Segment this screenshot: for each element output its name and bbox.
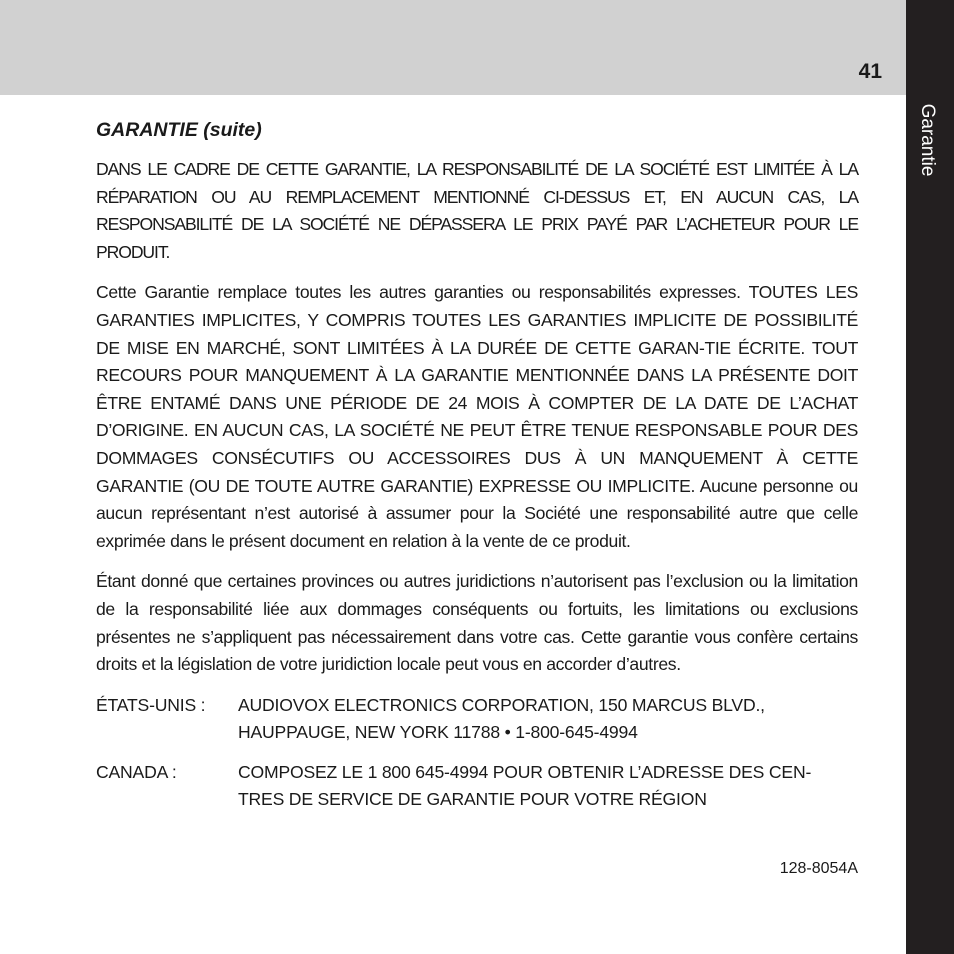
section-title: GARANTIE (suite) — [96, 119, 262, 141]
contact-line: TRES DE SERVICE DE GARANTIE POUR VOTRE RÉGION — [238, 789, 707, 810]
document-code: 128-8054A — [779, 860, 858, 877]
contact-label-usa: ÉTATS-UNIS : — [96, 694, 206, 715]
header-band — [0, 0, 906, 95]
contact-label-canada: CANADA : — [96, 761, 177, 782]
side-tab-label: Garantie — [917, 103, 938, 177]
warranty-content — [96, 116, 858, 826]
contact-row-usa — [96, 692, 858, 747]
contact-address-canada — [238, 759, 858, 814]
implied-warranty-paragraph: Cette Garantie remplace toutes les autres garanties ou responsabilités expresses. TOUTES LES GARANTIES IMPLICITES, Y COMPRIS TOUTES LES GARANTIES IMPLICITE DE POSSIBILITÉ DE MISE EN MARCHÉ, SONT LIMITÉES À LA DURÉE DE CETTE GARAN-TIE ÉCRITE. TOUT RECOURS POUR MANQUEMENT À LA GARANTIE MENTIONNÉE DANS LA PRÉSENTE DOIT ÊTRE ENTAMÉ DANS UNE PÉRIODE DE 24 MOIS À COMPTER DE LA DATE DE L’ACHAT D’ORIGINE. EN AUCUN CAS, LA SOCIÉTÉ NE PEUT ÊTRE TENUE RESPONSABLE POUR DES DOMMAGES CONSÉCUTIFS OU ACCESSOIRES DUS À UN MANQUEMENT À CETTE GARANTIE (OU DE TOUTE AUTRE GARANTIE) EXPRESSE OU IMPLICITE. Aucune personne ou aucun représentant n’est autorisé à assumer pour la Société une responsabilité autre que celle exprimée dans le présent document en relation à la vente de ce produit. — [96, 282, 858, 551]
contact-line: AUDIOVOX ELECTRONICS CORPORATION, 150 MARCUS BLVD., — [238, 694, 765, 715]
contact-line: COMPOSEZ LE 1 800 645-4994 POUR OBTENIR L’ADRESSE DES CEN- — [238, 761, 812, 782]
page-number: 41 — [858, 60, 882, 83]
contact-address-usa — [238, 692, 858, 747]
contact-line: HAUPPAUGE, NEW YORK 11788 • 1-800-645-4994 — [238, 722, 638, 743]
contact-row-canada — [96, 759, 858, 814]
liability-paragraph: DANS LE CADRE DE CETTE GARANTIE, LA RESPONSABILITÉ DE LA SOCIÉTÉ EST LIMITÉE À LA RÉPARATION OU AU REMPLACEMENT MENTIONNÉ CI-DESSUS ET, EN AUCUN CAS, LA RESPONSABILITÉ DE LA SOCIÉTÉ NE DÉPASSERA LE PRIX PAYÉ PAR L’ACHETEUR POUR LE PRODUIT. — [96, 159, 858, 262]
jurisdiction-paragraph: Étant donné que certaines provinces ou autres juridictions n’autorisent pas l’exclusion ou la limitation de la responsabilité liée aux dommages conséquents ou fortuits, les limitations ou exclusions présentes ne s’appliquent pas nécessairement dans votre cas. Cette garantie vous confère certains droits et la législation de votre juridiction locale peut vous en accorder d’autres. — [96, 571, 858, 675]
